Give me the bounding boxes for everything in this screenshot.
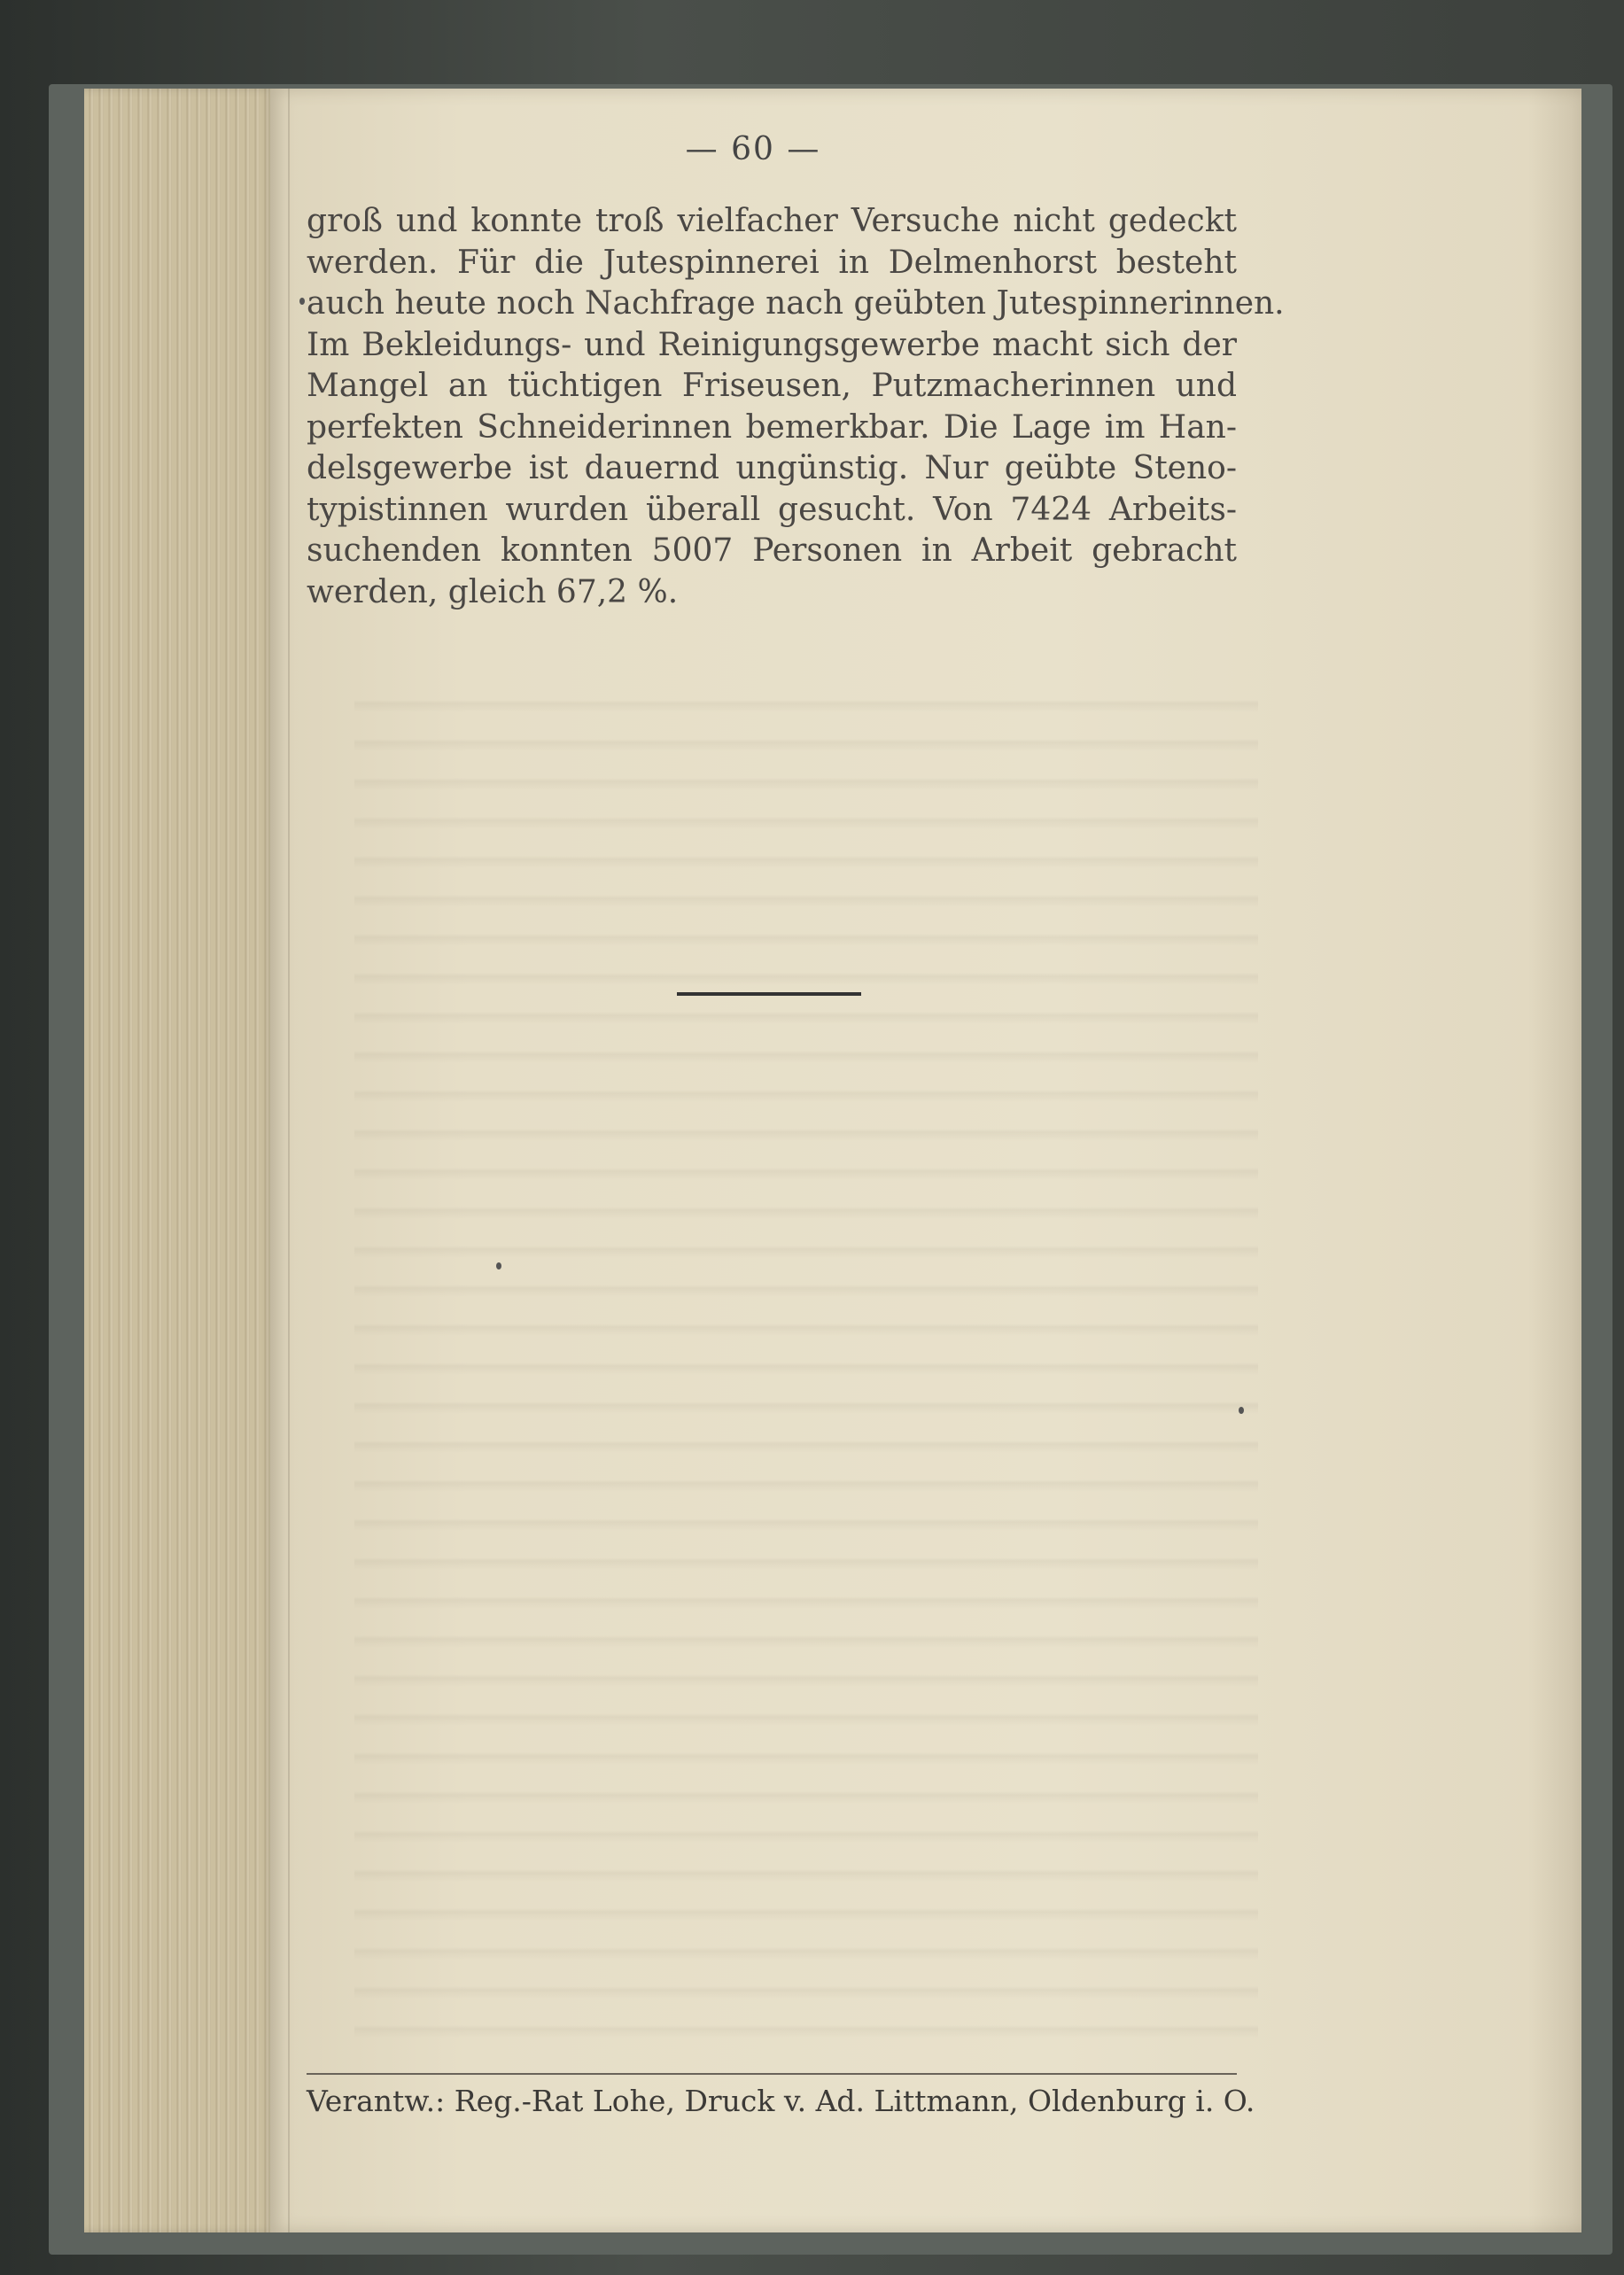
text-line: werden. Für die Jutespinnerei in Delmenhorst besteht	[307, 244, 1237, 281]
section-divider	[677, 992, 861, 996]
body-paragraph	[307, 201, 1285, 613]
text-line: perfekten Schneiderinnen bemerkbar. Die Lage im Han-	[307, 408, 1237, 446]
bleed-through-text	[354, 673, 1258, 2055]
text-line: werden, gleich 67,2 %.	[307, 573, 679, 610]
page-number: — 60 —	[685, 131, 821, 167]
paper-speck	[299, 298, 305, 305]
page-edges-stack	[84, 89, 275, 2232]
text-line: auch heute noch Nachfrage nach geübten Jutespinnerinnen.	[307, 285, 1285, 322]
text-line: groß und konnte troß vielfacher Versuche nicht gedeckt	[307, 203, 1237, 239]
paper-speck	[1239, 1407, 1244, 1414]
gutter-shadow	[288, 89, 290, 2232]
text-line: suchenden konnten 5007 Personen in Arbeit gebracht	[307, 532, 1237, 569]
text-line: Mangel an tüchtigen Friseusen, Putzmacherinnen und	[307, 368, 1237, 404]
text-line: delsgewerbe ist dauernd ungünstig. Nur geübte Steno-	[307, 450, 1237, 486]
footer-rule	[307, 2073, 1237, 2075]
imprint-footer: Verantw.: Reg.-Rat Lohe, Druck v. Ad. Littmann, Oldenburg i. O.	[307, 2084, 1255, 2118]
page-right-edge	[1528, 89, 1581, 2232]
paper-speck	[496, 1262, 501, 1269]
text-line: Im Bekleidungs- und Reinigungsgewerbe macht sich der	[307, 326, 1237, 363]
text-line: typistinnen wurden überall gesucht. Von 7424 Arbeits-	[307, 491, 1237, 528]
